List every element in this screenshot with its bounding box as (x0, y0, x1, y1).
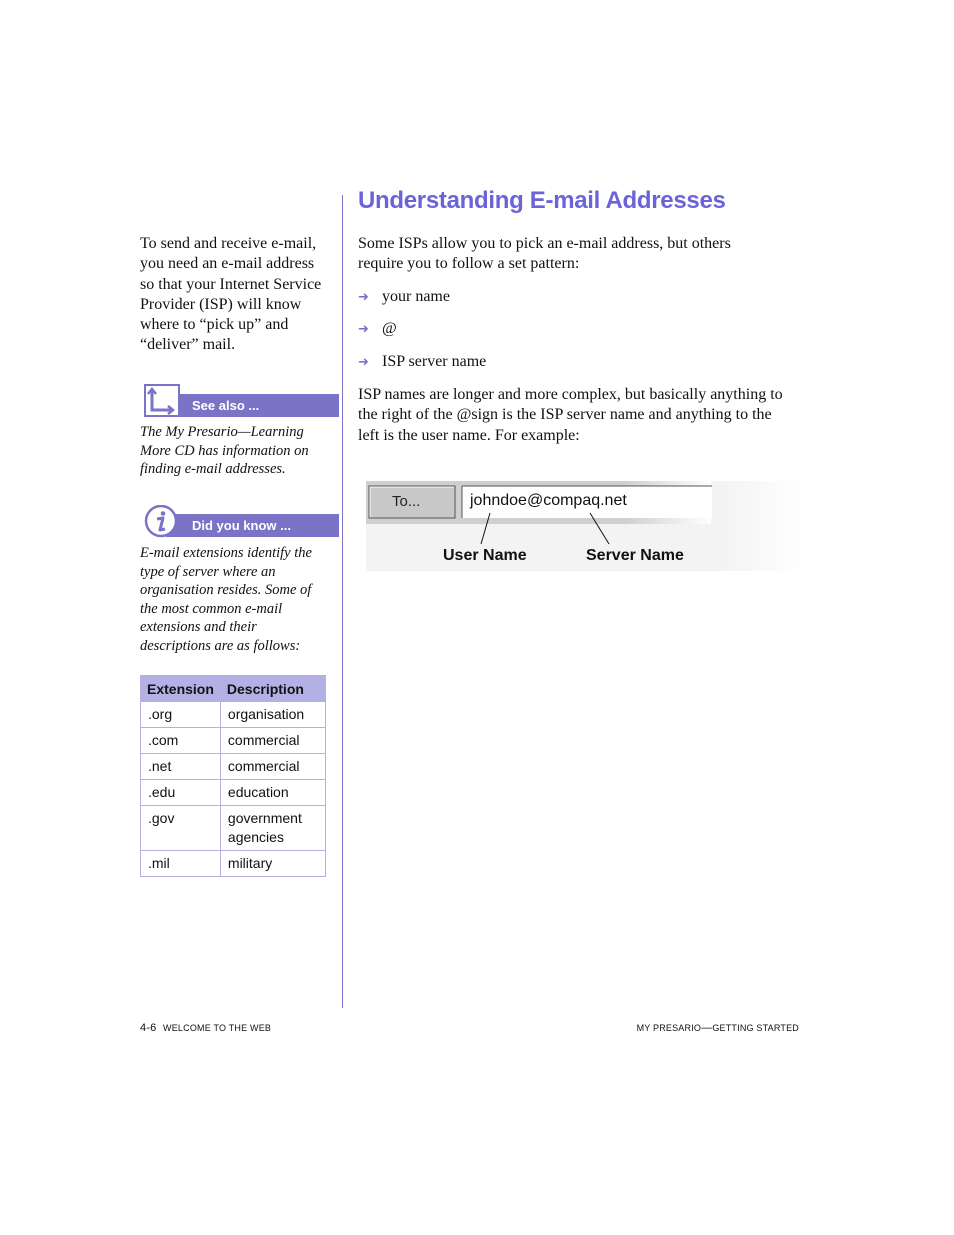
table-cell: .mil (141, 851, 221, 877)
arrow-right-icon: ➜ (358, 322, 369, 337)
footer-left (140, 1022, 271, 1034)
extensions-table (140, 675, 326, 877)
did-you-know-label: Did you know ... (192, 518, 291, 533)
table-cell: education (220, 780, 325, 806)
did-you-know-banner (140, 514, 339, 537)
arrow-right-icon: ➜ (358, 290, 369, 305)
list-item-label: your name (382, 288, 450, 305)
list-item (358, 352, 486, 373)
user-name-label: User Name (443, 547, 527, 564)
list-item (358, 287, 450, 308)
list-item-label: @ (382, 320, 397, 337)
see-also-label: See also ... (192, 398, 260, 413)
footer-book-subtitle: GETTING STARTED (712, 1023, 799, 1033)
table-cell: organisation (220, 702, 325, 728)
main-paragraph: ISP names are longer and more complex, but basically anything to the right of the @sign is the ISP server name and anything to the left is the user name. For example: (358, 386, 783, 444)
table-cell: .org (141, 702, 221, 728)
table-row (141, 806, 326, 851)
table-cell: commercial (220, 728, 325, 754)
email-address-field[interactable]: johndoe@compaq.net (470, 492, 627, 509)
table-cell: government agencies (220, 806, 325, 851)
see-also-text: The My Presario—Learning More CD has information on finding e-mail addresses. (140, 424, 309, 478)
see-also-banner (140, 394, 339, 417)
footer-book-title: MY PRESARIO (636, 1023, 702, 1033)
page-number: 4-6 (140, 1022, 157, 1034)
arrow-right-icon: ➜ (358, 355, 369, 370)
column-divider (342, 195, 343, 1008)
table-row (141, 754, 326, 780)
list-item-label: ISP server name (382, 353, 487, 370)
table-cell: military (220, 851, 325, 877)
table-row (141, 780, 326, 806)
table-cell: .gov (141, 806, 221, 851)
footer-section-title: WELCOME TO THE WEB (163, 1023, 272, 1033)
table-cell: .edu (141, 780, 221, 806)
page-title: Understanding E-mail Addresses (358, 187, 726, 214)
server-name-label: Server Name (586, 547, 684, 564)
table-row (141, 851, 326, 877)
table-header-row (141, 676, 326, 702)
table-cell: .com (141, 728, 221, 754)
did-you-know-text: E-mail extensions identify the type of server where an organisation resides. Some of the most common e-mail extensions and their descriptions are as follows: (140, 545, 312, 654)
table-header-description: Description (220, 676, 325, 702)
footer-right (637, 1022, 799, 1034)
table-cell: .net (141, 754, 221, 780)
table-row (141, 702, 326, 728)
see-also-icon (144, 384, 180, 417)
list-item (358, 319, 397, 340)
table-row (141, 728, 326, 754)
table-cell: commercial (220, 754, 325, 780)
info-icon (144, 505, 180, 538)
footer-dash: — (701, 1022, 713, 1034)
table-header-extension: Extension (141, 676, 221, 702)
main-intro-text: Some ISPs allow you to pick an e-mail address, but others require you to follow a set pattern: (358, 235, 731, 273)
sidebar-intro-text: To send and receive e-mail, you need an e-mail address so that your Internet Service Provider (ISP) will know where to “pick up” and “deliver” mail. (140, 235, 322, 354)
to-button[interactable]: To... (392, 493, 421, 510)
email-address-example (366, 481, 806, 571)
